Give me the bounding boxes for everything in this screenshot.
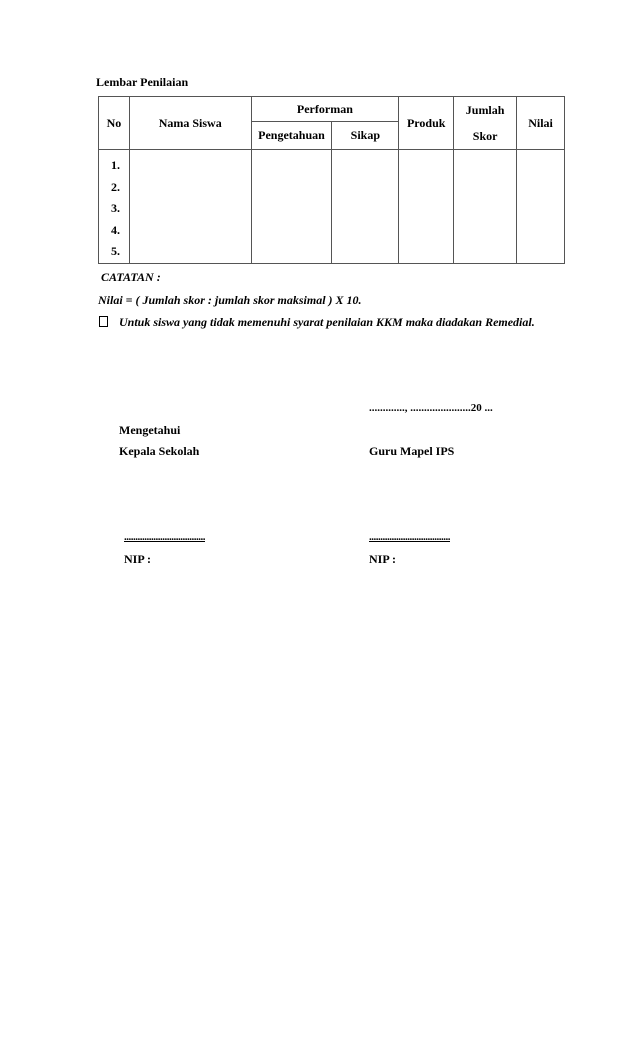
header-performan: Performan [251,97,399,122]
row-number: 2. [111,179,120,194]
row-number: 3. [111,201,120,215]
row-numbers-cell [99,150,130,264]
form-title: Lembar Penilaian [96,75,189,89]
nilai-cell [517,150,565,264]
header-sikap: Sikap [332,122,399,150]
right-nip: NIP : [369,552,396,566]
pengetahuan-cell [251,150,332,264]
header-jumlah-line1: Jumlah [465,103,505,117]
left-name-line: .................................... [124,531,205,543]
left-sign-line2: Kepala Sekolah [119,444,200,458]
assessment-table [98,96,565,264]
nama-siswa-cell [129,150,251,264]
header-no: No [99,97,130,150]
header-produk: Produk [399,97,454,150]
header-jumlah-line2: Skor [472,129,498,143]
place-date: ............., ......................20 ... [369,402,493,414]
notes-heading: CATATAN : [101,270,161,284]
produk-cell [399,150,454,264]
header-jumlah-skor [454,97,517,150]
square-bullet-icon [99,316,108,327]
header-pengetahuan: Pengetahuan [251,122,332,150]
sikap-cell [332,150,399,264]
right-name-line: .................................... [369,531,450,543]
notes-remedial: Untuk siswa yang tidak memenuhi syarat penilaian KKM maka diadakan Remedial. [119,315,535,329]
row-number: 4. [111,222,120,237]
header-nama-siswa: Nama Siswa [129,97,251,150]
row-number: 1. [111,158,120,172]
left-nip: NIP : [124,552,151,566]
jumlah-skor-cell [454,150,517,264]
row-number: 5. [111,244,120,258]
header-nilai: Nilai [517,97,565,150]
left-sign-line1: Mengetahui [119,423,181,437]
right-sign-line1: Guru Mapel IPS [369,444,455,458]
notes-formula: Nilai = ( Jumlah skor : jumlah skor maksimal ) X 10. [98,293,362,307]
